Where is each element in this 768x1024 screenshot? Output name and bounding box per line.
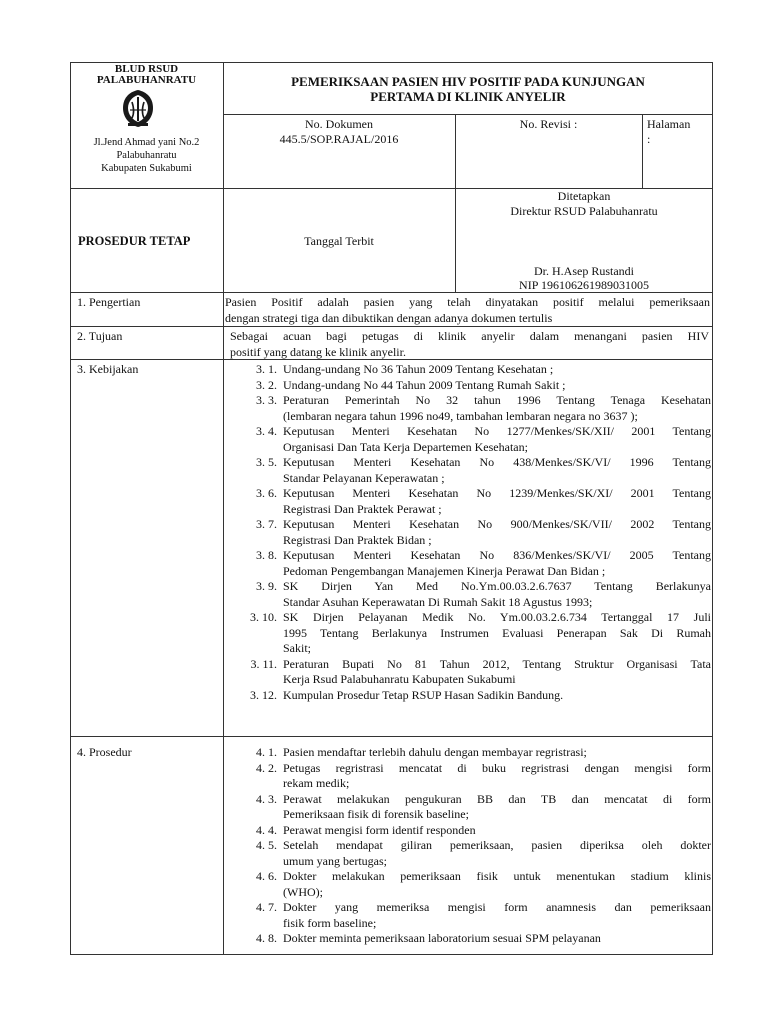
list-item-number: 3. 10. xyxy=(250,610,277,624)
list-item-number: 3. 11. xyxy=(250,656,277,671)
document-title-line1: PEMERIKSAAN PASIEN HIV POSITIF PADA KUNJUNGAN xyxy=(291,74,645,89)
list-item-number: 3. 4. xyxy=(256,424,277,438)
list-item-text: (WHO); xyxy=(283,884,323,899)
prosedur-label: 4. Prosedur xyxy=(77,745,132,759)
list-item-number: 3. 5. xyxy=(256,455,277,469)
list-item-line xyxy=(233,409,711,425)
list-item-line xyxy=(233,440,711,456)
list-item-text: Kumpulan Prosedur Tetap RSUP Hasan Sadikin Bandung. xyxy=(283,687,564,702)
list-item-text: Organisasi Dan Tata Kerja Departemen Kesehatan; xyxy=(283,439,528,454)
tujuan-text-line1: Sebagai acuan bagi petugas di klinik anyelir dalam menangani pasien HIV xyxy=(230,329,709,343)
list-item-line xyxy=(233,776,711,792)
list-item-number: 3. 9. xyxy=(256,579,277,593)
list-item-line xyxy=(233,688,711,704)
list-item-text: Keputusan Menteri Kesehatan No 836/Menkes/SK/VI/ 2005 Tentang xyxy=(283,548,711,562)
list-item-line xyxy=(233,455,711,471)
list-item-line xyxy=(233,564,711,580)
title-divider xyxy=(223,114,713,115)
address-line3: Kabupaten Sukabumi xyxy=(101,163,192,174)
list-item-line xyxy=(233,533,711,549)
list-item-text: Keputusan Menteri Kesehatan No 1277/Menkes/SK/XII/ 2001 Tentang xyxy=(283,424,711,438)
page-label: Halaman xyxy=(647,117,691,131)
address-line1: Jl.Jend Ahmad yani No.2 xyxy=(93,137,200,148)
list-item-line xyxy=(233,393,711,409)
list-item-line xyxy=(233,823,711,839)
list-item-number: 4. 3. xyxy=(256,791,277,806)
list-item-line xyxy=(233,745,711,761)
sop-document xyxy=(70,62,713,955)
column-divider xyxy=(223,62,224,955)
list-item-text: Undang-undang No 36 Tahun 2009 Tentang Kesehatan ; xyxy=(283,362,554,376)
list-item-text: Standar Asuhan Keperawatan Di Rumah Sakit 18 Agustus 1993; xyxy=(283,594,593,609)
issue-date-label: Tanggal Terbit xyxy=(304,234,374,248)
list-item-text: 1995 Tentang Berlakunya Instrumen Evaluasi Penerapan Sak Di Rumah xyxy=(283,625,711,640)
list-item-text: Registrasi Dan Praktek Bidan ; xyxy=(283,532,432,547)
list-item-text: Dokter melakukan pemeriksaan fisik untuk menentukan stadium klinis xyxy=(283,869,711,883)
tujuan-label: 2. Tujuan xyxy=(77,329,123,343)
list-item-number: 4. 6. xyxy=(256,869,277,883)
list-item-number: 3. 2. xyxy=(256,377,277,392)
revision-label: No. Revisi : xyxy=(519,117,578,131)
list-item-text: Standar Pelayanan Keperawatan ; xyxy=(283,470,445,485)
kebijakan-divider xyxy=(70,736,713,737)
approver-name: Dr. H.Asep Rustandi xyxy=(534,264,634,278)
list-item-text: SK Dirjen Pelayanan Medik No. Ym.00.03.2.6.734 Tertanggal 17 Juli xyxy=(283,610,711,624)
list-item-line xyxy=(233,610,711,626)
list-item-text: Perawat melakukan pengukuran BB dan TB dan mencatat di form xyxy=(283,791,711,806)
border-bottom xyxy=(70,954,713,955)
border-left xyxy=(70,62,71,955)
list-item-line xyxy=(233,486,711,502)
list-item-text: Kerja Rsud Palabuhanratu Kabupaten Sukabumi xyxy=(283,672,516,686)
list-item-number: 3. 12. xyxy=(250,687,277,702)
list-item-line xyxy=(233,807,711,823)
address-line2: Palabuhanratu xyxy=(116,150,177,161)
list-item-line xyxy=(233,931,711,947)
list-item-number: 3. 1. xyxy=(256,362,277,376)
org-name-line1: BLUD RSUD xyxy=(114,63,179,75)
list-item-line xyxy=(233,761,711,777)
list-item-number: 4. 4. xyxy=(256,822,277,837)
list-item-text: rekam medik; xyxy=(283,776,350,790)
list-item-text: Pemeriksaan fisik di forensik baseline; xyxy=(283,807,469,821)
list-item-line xyxy=(233,579,711,595)
list-item-line xyxy=(233,424,711,440)
list-item-text: Keputusan Menteri Kesehatan No 438/Menkes/SK/VI/ 1996 Tentang xyxy=(283,455,711,469)
procedure-type-label: PROSEDUR TETAP xyxy=(78,234,191,248)
list-item-line xyxy=(233,471,711,487)
list-item-line xyxy=(233,517,711,533)
tujuan-text-line2: positif yang datang ke klinik anyelir. xyxy=(230,345,406,359)
list-item-number: 4. 2. xyxy=(256,760,277,775)
list-item-text: Dokter meminta pemeriksaan laboratorium sesuai SPM pelayanan xyxy=(283,931,601,945)
list-item-number: 3. 7. xyxy=(256,517,277,531)
approver-nip: NIP 196106261989031005 xyxy=(519,278,649,292)
list-item-number: 4. 1. xyxy=(256,745,277,759)
page-divider xyxy=(642,114,643,188)
list-item-number: 4. 8. xyxy=(256,931,277,945)
list-item-line xyxy=(233,657,711,673)
list-item-number: 3. 8. xyxy=(256,548,277,562)
doc-number-label: No. Dokumen xyxy=(305,117,373,131)
list-item-text: Sakit; xyxy=(283,641,312,655)
list-item-text: Peraturan Bupati No 81 Tahun 2012, Tentang Struktur Organisasi Tata xyxy=(283,656,711,671)
pengertian-text-line2: dengan strategi tiga dan dibuktikan dengan adanya dokumen tertulis xyxy=(225,311,553,325)
list-item-line xyxy=(233,548,711,564)
list-item-number: 4. 5. xyxy=(256,838,277,852)
list-item-line xyxy=(233,626,711,642)
list-item-text: Perawat mengisi form identif responden xyxy=(283,822,476,837)
list-item-text: Registrasi Dan Praktek Perawat ; xyxy=(283,501,442,516)
list-item-line xyxy=(233,792,711,808)
list-item-line xyxy=(233,838,711,854)
page-colon: : xyxy=(647,132,651,146)
approval-position: Direktur RSUD Palabuhanratu xyxy=(510,204,658,218)
list-item-line xyxy=(233,595,711,611)
list-item-line xyxy=(233,854,711,870)
list-item-text: Keputusan Menteri Kesehatan No 1239/Menkes/SK/XI/ 2001 Tentang xyxy=(283,486,711,500)
list-item-text: SK Dirjen Yan Med No.Ym.00.03.2.6.7637 Tentang Berlakunya xyxy=(283,579,711,593)
list-item-number: 3. 3. xyxy=(256,393,277,407)
list-item-text: Dokter yang memeriksa mengisi form anamnesis dan pemeriksaan xyxy=(283,900,711,914)
document-title-line2: PERTAMA DI KLINIK ANYELIR xyxy=(370,89,566,104)
list-item-number: 3. 6. xyxy=(256,486,277,500)
hospital-logo-icon xyxy=(120,88,156,128)
list-item-line xyxy=(233,885,711,901)
list-item-line xyxy=(233,900,711,916)
list-item-text: Pedoman Pengembangan Manajemen Kinerja Perawat Dan Bidan ; xyxy=(283,563,606,578)
list-item-text: Petugas regristrasi mencatat di buku regristrasi dengan mengisi form xyxy=(283,760,711,775)
pengertian-label: 1. Pengertian xyxy=(77,295,141,309)
list-item-text: Pasien mendaftar terlebih dahulu dengan membayar regristrasi; xyxy=(283,745,587,759)
list-item-line xyxy=(233,641,711,657)
pengertian-text-line1: Pasien Positif adalah pasien yang telah dinyatakan positif melalui pemeriksaan xyxy=(225,295,710,309)
org-name-line2: PALABUHANRATU xyxy=(96,74,197,86)
list-item-text: Peraturan Pemerintah No 32 tahun 1996 Tentang Tenaga Kesehatan xyxy=(283,393,711,407)
list-item-line xyxy=(233,502,711,518)
list-item-text: Setelah mendapat giliran pemeriksaan, pasien diperiksa oleh dokter xyxy=(283,838,711,852)
list-item-line xyxy=(233,378,711,394)
list-item-line xyxy=(233,362,711,378)
list-item-number: 4. 7. xyxy=(256,900,277,914)
list-item-line xyxy=(233,916,711,932)
list-item-text: fisik form baseline; xyxy=(283,915,377,930)
list-item-text: Keputusan Menteri Kesehatan No 900/Menkes/SK/VII/ 2002 Tentang xyxy=(283,517,711,531)
list-item-text: umum yang bertugas; xyxy=(283,853,387,868)
approval-set-by: Ditetapkan xyxy=(557,189,611,203)
doc-number-value: 445.5/SOP.RAJAL/2016 xyxy=(279,132,399,146)
list-item-line xyxy=(233,869,711,885)
list-item-text: Undang-undang No 44 Tahun 2009 Tentang Rumah Sakit ; xyxy=(283,377,566,392)
list-item-text: (lembaran negara tahun 1996 no49, tambahan lembaran negara no 3637 ); xyxy=(283,408,638,423)
list-item-line xyxy=(233,672,711,688)
kebijakan-label: 3. Kebijakan xyxy=(77,362,139,376)
